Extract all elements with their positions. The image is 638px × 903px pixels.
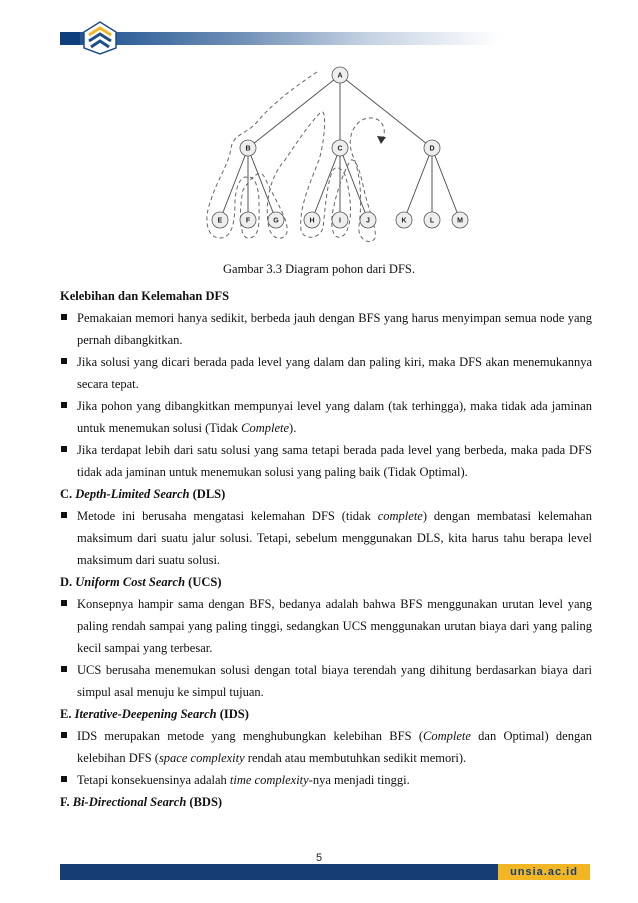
node-label: D: [429, 145, 435, 153]
section-letter: C.: [60, 487, 73, 501]
section-abbr: (BDS): [189, 795, 223, 809]
bullet-item: [60, 395, 592, 439]
page-header: [0, 0, 638, 60]
footer-site-link[interactable]: unsia.ac.id: [498, 864, 590, 880]
section-heading: [60, 791, 592, 813]
italic-term: time complexity: [229, 773, 309, 787]
text-run: Jika pohon yang dibangkitkan mempunyai level yang dalam (tak terhingga), maka tidak ada jaminan untuk menemukan solusi (Tidak: [77, 399, 592, 435]
bullet-list: [60, 725, 592, 791]
section-abbr: (UCS): [188, 575, 222, 589]
node-label: C: [337, 145, 343, 153]
section-letter: D.: [60, 575, 73, 589]
text-run: IDS merupakan metode yang menghubungkan kelebihan BFS (: [77, 729, 423, 743]
node-label: A: [337, 72, 343, 80]
node-label: E: [217, 217, 223, 225]
node-label: K: [401, 217, 407, 225]
text-run: ) dengan membatasi kelemahan maksimum dari suatu jalur solusi. Tetapi, sebelum menggunakan DLS, kita harus tahu berapa level maksimum dari suatu solusi.: [77, 509, 592, 567]
node-label: G: [273, 217, 279, 225]
bullet-item: Pemakaian memori hanya sedikit, berbeda jauh dengan BFS yang harus menyimpan semua node yang pernah dibangkitkan.: [60, 307, 592, 351]
section-heading: Kelebihan dan Kelemahan DFS: [60, 289, 230, 303]
figure-caption: Gambar 3.3 Diagram pohon dari DFS.: [223, 262, 415, 276]
header-gradient-bar: [60, 32, 500, 45]
arrow-head-icon: [377, 136, 386, 144]
section-abbr: (IDS): [219, 707, 249, 721]
text-run: Metode ini berusaha mengatasi kelemahan DFS (tidak: [77, 509, 378, 523]
node-label: I: [339, 217, 341, 225]
section-heading: [60, 571, 592, 593]
bullet-item: Jika terdapat lebih dari satu solusi yang sama tetapi berada pada level yang berbeda, maka pada DFS tidak ada jaminan untuk menemukan solusi yang paling baik (Tidak Optimal).: [60, 439, 592, 483]
bullet-item: [60, 505, 592, 571]
section-letter: E.: [60, 707, 72, 721]
section-title: Iterative-Deepening Search: [74, 707, 217, 721]
section-letter: F.: [60, 795, 70, 809]
page-number: 5: [315, 852, 323, 864]
text-run: Tetapi konsekuensinya adalah: [77, 773, 230, 787]
bullet-item: UCS berusaha menemukan solusi dengan total biaya terendah yang dihitung berdasarkan biaya dari simpul asal menuju ke simpul tujuan.: [60, 659, 592, 703]
text-run: rendah atau membutuhkan sedikit memori).: [244, 751, 467, 765]
document-body: [60, 285, 592, 813]
dfs-traversal-path: [207, 72, 384, 242]
section-heading: [60, 703, 592, 725]
section-abbr: (DLS): [192, 487, 226, 501]
node-label: J: [366, 217, 370, 225]
italic-term: Complete: [241, 421, 290, 435]
node-label: L: [429, 217, 435, 225]
section-title: Uniform Cost Search: [75, 575, 186, 589]
italic-term: complete: [377, 509, 423, 523]
italic-term: Complete: [422, 729, 471, 743]
bullet-item: [60, 769, 592, 791]
node-label: M: [457, 217, 463, 225]
text-run: dan Optimal) dengan kelebihan DFS (: [77, 729, 592, 765]
node-label: B: [245, 145, 251, 153]
bullet-list: [60, 505, 592, 571]
bullet-item: Konsepnya hampir sama dengan BFS, bedanya adalah bahwa BFS menggunakan urutan level yang paling rendah sampai yang paling tinggi, sedangkan UCS menggunakan urutan biaya dari yang paling kecil sampai yang terbesar.: [60, 593, 592, 659]
text-run: -nya menjadi tinggi.: [308, 773, 410, 787]
dfs-tree-diagram: [195, 60, 480, 250]
section-heading: [60, 483, 592, 505]
bullet-item: [60, 725, 592, 769]
bullet-list: [60, 593, 592, 703]
bullet-list: [60, 307, 592, 483]
text-run: ).: [289, 421, 297, 435]
header-square: [60, 32, 80, 45]
node-label: F: [245, 217, 251, 225]
section-title: Depth-Limited Search: [75, 487, 190, 501]
node-label: H: [309, 217, 315, 225]
bullet-item: Jika solusi yang dicari berada pada level yang dalam dan paling kiri, maka DFS akan menemukannya secara tepat.: [60, 351, 592, 395]
university-logo-icon: [82, 20, 118, 56]
italic-term: space complexity: [158, 751, 245, 765]
section-title: Bi-Directional Search: [72, 795, 187, 809]
